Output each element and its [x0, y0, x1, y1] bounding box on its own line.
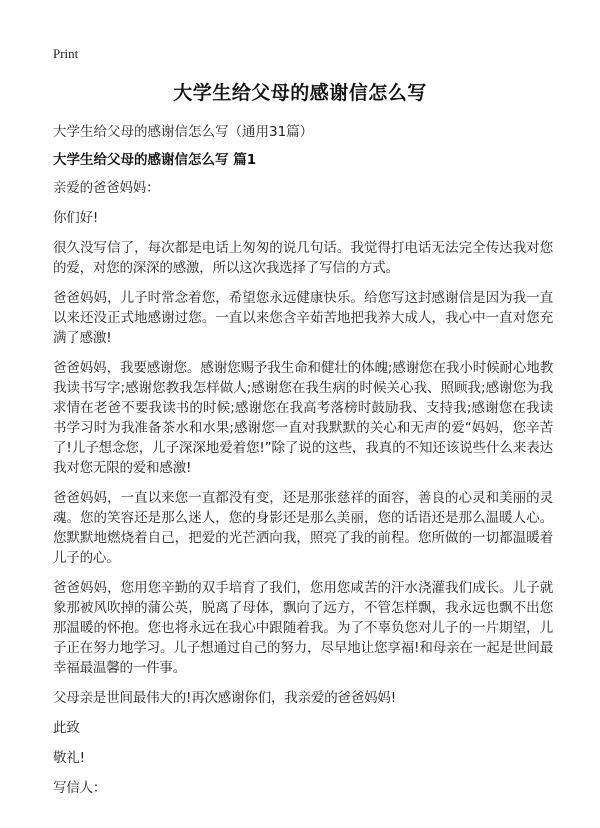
salutation: 亲爱的爸爸妈妈：: [53, 180, 160, 196]
paragraph: 爸爸妈妈，一直以来您一直都没有变，还是那张慈祥的面容，善良的心灵和美丽的灵魂。您的笑容还是那么迷人，您的身影还是那么美丽，您的话语还是那么温暖人心。您默默地燃烧着自己，把爱的光芒洒向我，照亮了我的前程。您所做的一切都温暖着儿子的心。: [53, 490, 553, 566]
page-title: 大学生给父母的感谢信怎么写: [173, 82, 427, 104]
paragraph: 爸爸妈妈，儿子时常念着您，希望您永远健康快乐。给您写这封感谢信是因为我一直以来还没正式地感谢过您。一直以来您含辛茹苦地把我养大成人，我心中一直对您充满了感激!: [53, 290, 553, 346]
document-subtitle: 大学生给父母的感谢信怎么写（通用31篇）: [53, 124, 314, 140]
paragraph: 爸爸妈妈，您用您辛勤的双手培育了我们，您用您咸苦的汗水浇灌我们成长。儿子就象那被风吹掉的蒲公英，脱离了母体，飘向了远方，不管怎样飘，我永远也飘不出您那温暖的怀抱。您也将永远在我心中跟随着我。为了不辜负您对儿子的一片期望，儿子正在努力地学习。儿子想通过自己的努力，尽早地让您享福!和母亲在一起是世间最幸福最温馨的一件事。: [53, 580, 553, 676]
paragraph: 父母亲是世间最伟大的!再次感谢你们，我亲爱的爸爸妈妈!: [53, 690, 396, 706]
section-heading: 大学生给父母的感谢信怎么写 篇1: [53, 152, 257, 168]
closing-salute: 敬礼!: [53, 750, 85, 766]
paragraph: 爸爸妈妈，我要感谢您。感谢您赐予我生命和健壮的体魄;感谢您在我小时候耐心地教我读书写字;感谢您教我怎样做人;感谢您在我生病的时候关心我、照顾我;感谢您为我求情在老爸不要我读书的时候;感谢您在我高考落榜时鼓励我、支持我;感谢您在我读书学习时为我准备茶水和水果;感谢您一直对我默默的关心和无声的爱“妈妈，您辛苦了!儿子想念您，儿子深深地爱着您!”除了说的这些，我真的不知还该说些什么来表达我对您无限的爱和感激!: [53, 360, 553, 476]
signature-line: 写信人：: [53, 780, 107, 796]
greeting: 你们好!: [53, 210, 99, 226]
letter-body: [53, 178, 553, 808]
print-label: Print: [53, 46, 79, 61]
closing-line: 此致: [53, 720, 80, 736]
paragraph: 很久没写信了，每次都是电话上匆匆的说几句话。我觉得打电话无法完全传达我对您的爱，对您的深深的感激，所以这次我选择了写信的方式。: [53, 240, 553, 276]
